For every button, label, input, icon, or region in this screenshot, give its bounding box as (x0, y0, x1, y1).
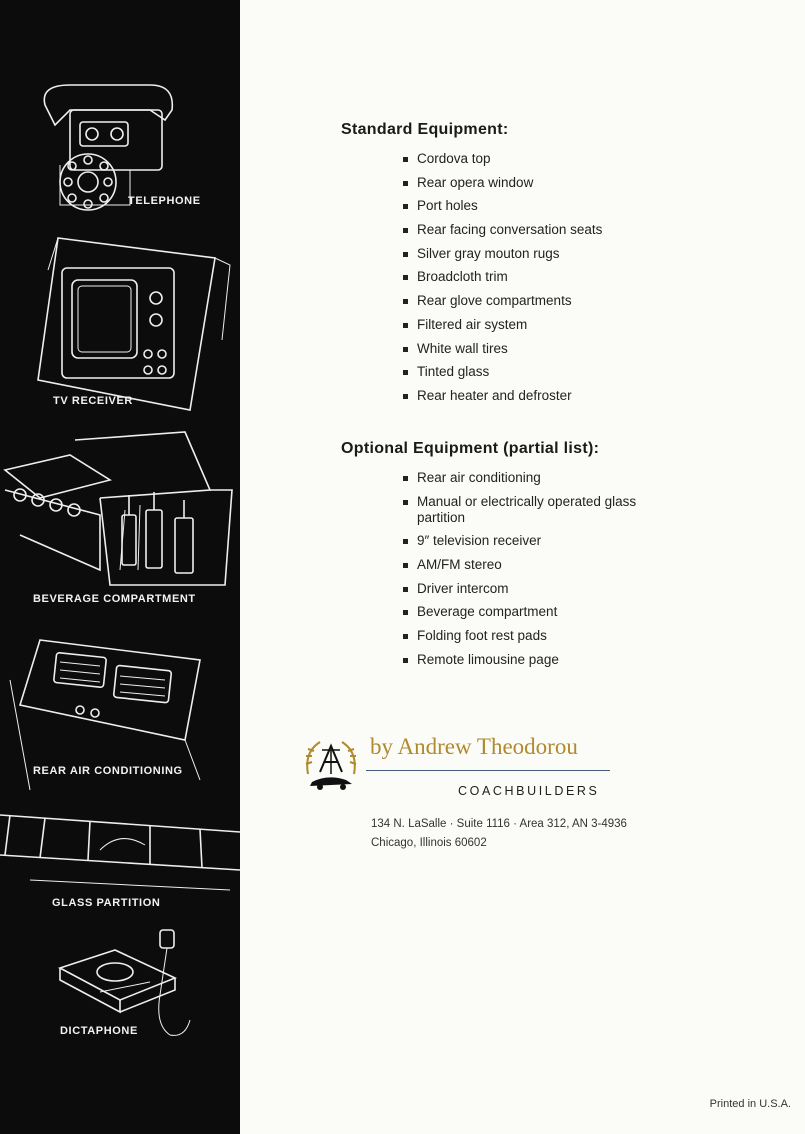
dictaphone-label: DICTAPHONE (60, 1025, 138, 1037)
address-line-2: Chicago, Illinois 60602 (371, 837, 487, 849)
standard-equipment-title: Standard Equipment: (341, 121, 509, 138)
standard-equipment-item: Silver gray mouton rugs (402, 246, 657, 262)
brand-name: by Andrew Theodorou (370, 734, 578, 759)
illustration-sidebar (0, 0, 240, 1134)
coachbuilder-logo-icon (298, 734, 364, 800)
standard-equipment-item: Rear opera window (402, 175, 657, 191)
optional-equipment-title: Optional Equipment (partial list): (341, 440, 600, 457)
telephone-panel (0, 0, 240, 230)
optional-equipment-item: 9″ television receiver (402, 533, 657, 549)
standard-equipment-item: White wall tires (402, 341, 657, 357)
dictaphone-panel (0, 920, 240, 1050)
standard-equipment-list (402, 151, 657, 412)
telephone-icon (0, 0, 240, 230)
rear-ac-panel (0, 610, 240, 790)
optional-equipment-item: Manual or electrically operated glass partition (402, 494, 657, 526)
rear-ac-label: REAR AIR CONDITIONING (33, 765, 183, 777)
standard-equipment-item: Rear glove compartments (402, 293, 657, 309)
optional-equipment-item: Folding foot rest pads (402, 628, 657, 644)
optional-equipment-list (402, 470, 657, 676)
telephone-label: TELEPHONE (128, 195, 201, 207)
address-line-1: 134 N. LaSalle · Suite 1116 · Area 312, AN 3-4936 (371, 818, 627, 830)
optional-equipment-item: Rear air conditioning (402, 470, 657, 486)
standard-equipment-item: Broadcloth trim (402, 269, 657, 285)
beverage-compartment-icon (0, 420, 240, 610)
standard-equipment-item: Filtered air system (402, 317, 657, 333)
brand-divider (366, 770, 610, 771)
printed-in-note: Printed in U.S.A. (709, 1098, 791, 1110)
optional-equipment-item: Remote limousine page (402, 652, 657, 668)
glass-partition-label: GLASS PARTITION (52, 897, 161, 909)
brand-subtitle: COACHBUILDERS (458, 784, 600, 798)
standard-equipment-item: Cordova top (402, 151, 657, 167)
rear-air-conditioning-icon (0, 610, 240, 790)
standard-equipment-item: Rear facing conversation seats (402, 222, 657, 238)
beverage-panel (0, 420, 240, 610)
optional-equipment-item: AM/FM stereo (402, 557, 657, 573)
standard-equipment-item: Tinted glass (402, 364, 657, 380)
brand-block (298, 730, 618, 800)
standard-equipment-item: Port holes (402, 198, 657, 214)
optional-equipment-item: Beverage compartment (402, 604, 657, 620)
tv-receiver-label: TV RECEIVER (53, 395, 133, 407)
optional-equipment-item: Driver intercom (402, 581, 657, 597)
glass-partition-panel (0, 790, 240, 920)
tv-receiver-panel (0, 230, 240, 420)
tv-receiver-icon (0, 230, 240, 420)
standard-equipment-item: Rear heater and defroster (402, 388, 657, 404)
beverage-label: BEVERAGE COMPARTMENT (33, 593, 196, 605)
